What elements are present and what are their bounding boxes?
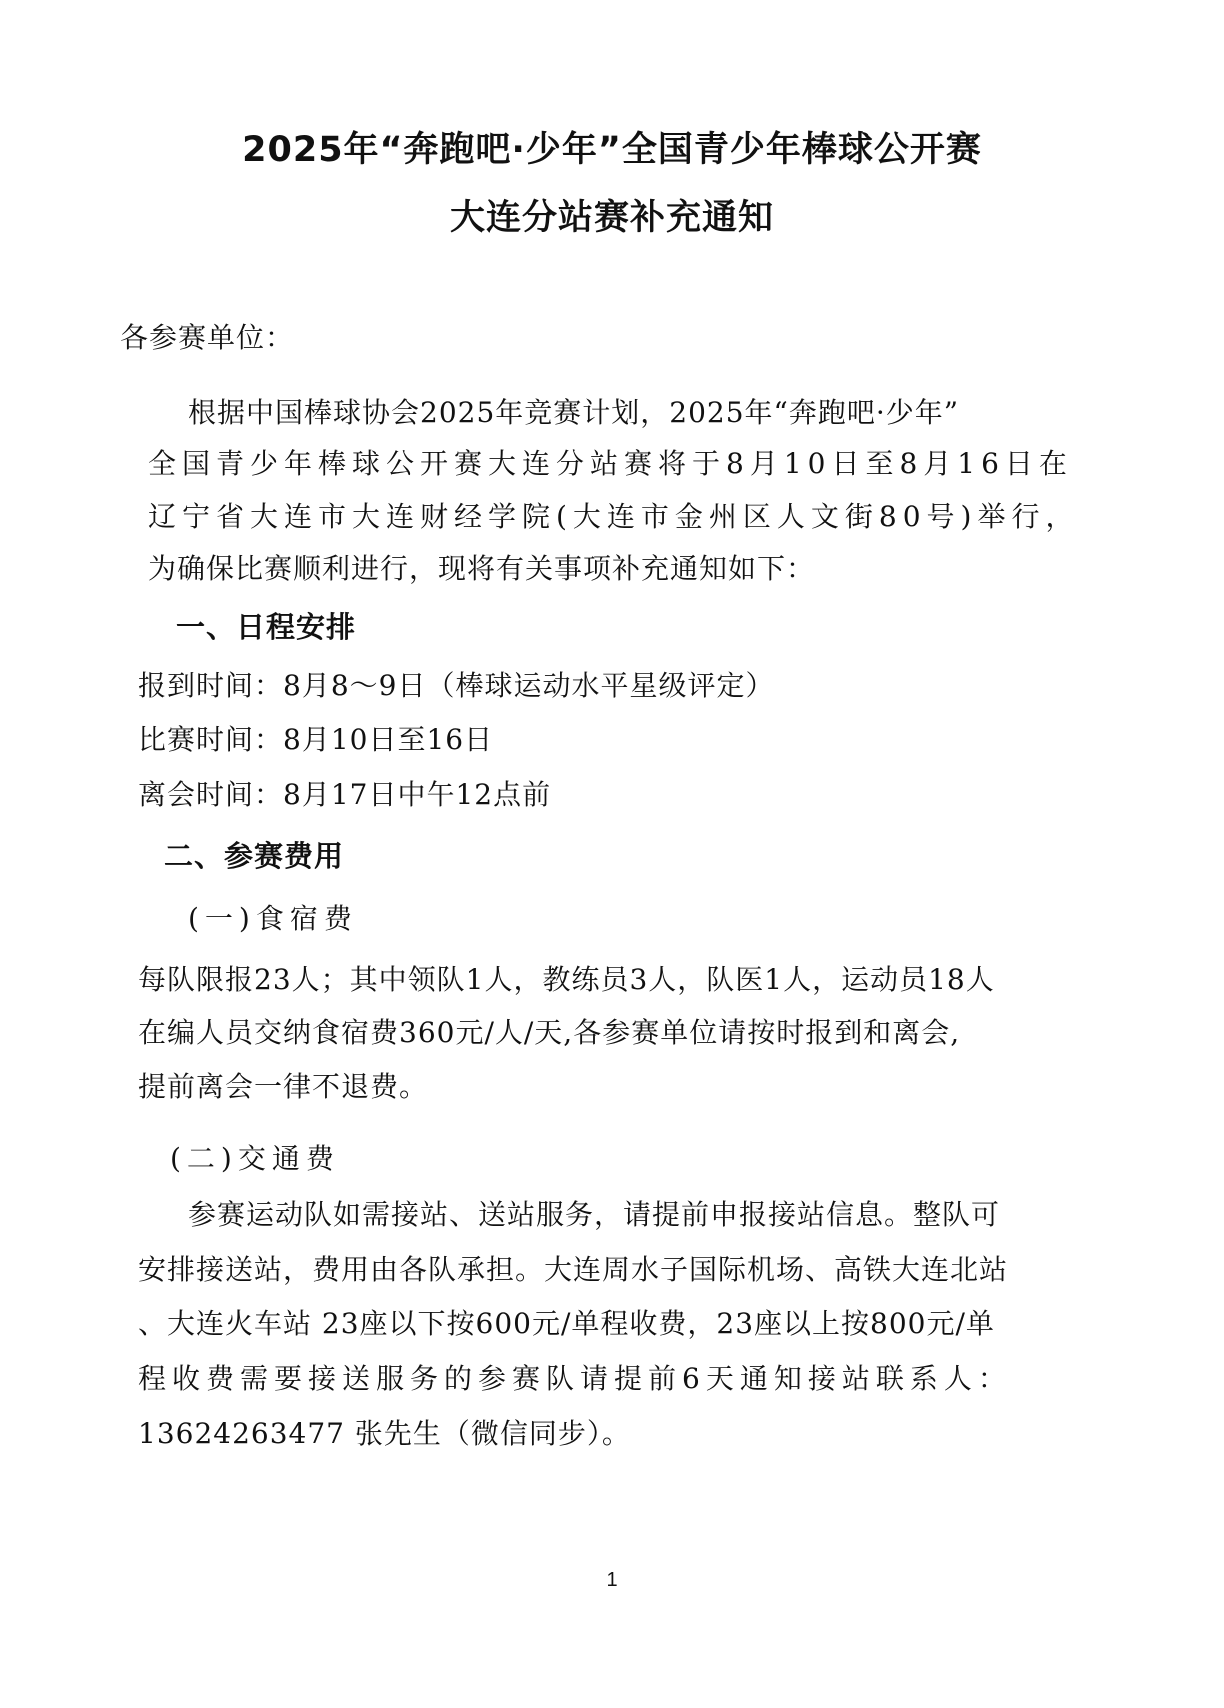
transport-fee-line: 参赛运动队如需接站、送站服务，请提前申报接站信息。整队可 [188,1198,1001,1231]
intro-line: 辽宁省大连市大连财经学院(大连市金州区人文街80号)举行， [148,500,1080,533]
schedule-line: 比赛时间：8月10日至16日 [138,723,494,756]
section-1-heading: 一、日程安排 [176,610,357,644]
document-title-line-2: 大连分站赛补充通知 [449,198,774,238]
transport-fee-line: 13624263477 张先生（微信同步）。 [138,1417,631,1450]
salutation: 各参赛单位： [120,321,295,354]
schedule-line: 离会时间：8月17日中午12点前 [138,778,552,811]
lodging-fee-line: 每队限报23人；其中领队1人，教练员3人，队医1人，运动员18人 [138,963,995,996]
lodging-fee-line: 在编人员交纳食宿费360元/人/天,各参赛单位请按时报到和离会, [138,1016,961,1049]
document-title-line-1: 2025年“奔跑吧·少年”全国青少年棒球公开赛 [242,130,982,170]
page-number: 1 [606,1569,618,1591]
section-2-heading: 二、参赛费用 [164,839,345,873]
intro-line: 根据中国棒球协会2025年竞赛计划，2025年“奔跑吧·少年” [188,396,960,429]
transport-fee-line: 程收费需要接送服务的参赛队请提前6天通知接站联系人： [138,1362,1012,1395]
intro-line: 为确保比赛顺利进行，现将有关事项补充通知如下： [148,552,816,585]
lodging-fee-line: 提前离会一律不退费。 [138,1070,429,1103]
subsection-heading: (二)交通费 [170,1142,340,1175]
subsection-heading: (一)食宿费 [188,902,358,935]
intro-line: 全国青少年棒球公开赛大连分站赛将于8月10日至8月16日在 [148,447,1073,480]
schedule-line: 报到时间：8月8～9日（棒球运动水平星级评定） [138,669,775,702]
transport-fee-line: 安排接送站，费用由各队承担。大连周水子国际机场、高铁大连北站 [138,1253,1009,1286]
transport-fee-line: 、大连火车站 23座以下按600元/单程收费，23座以上按800元/单 [138,1307,995,1340]
